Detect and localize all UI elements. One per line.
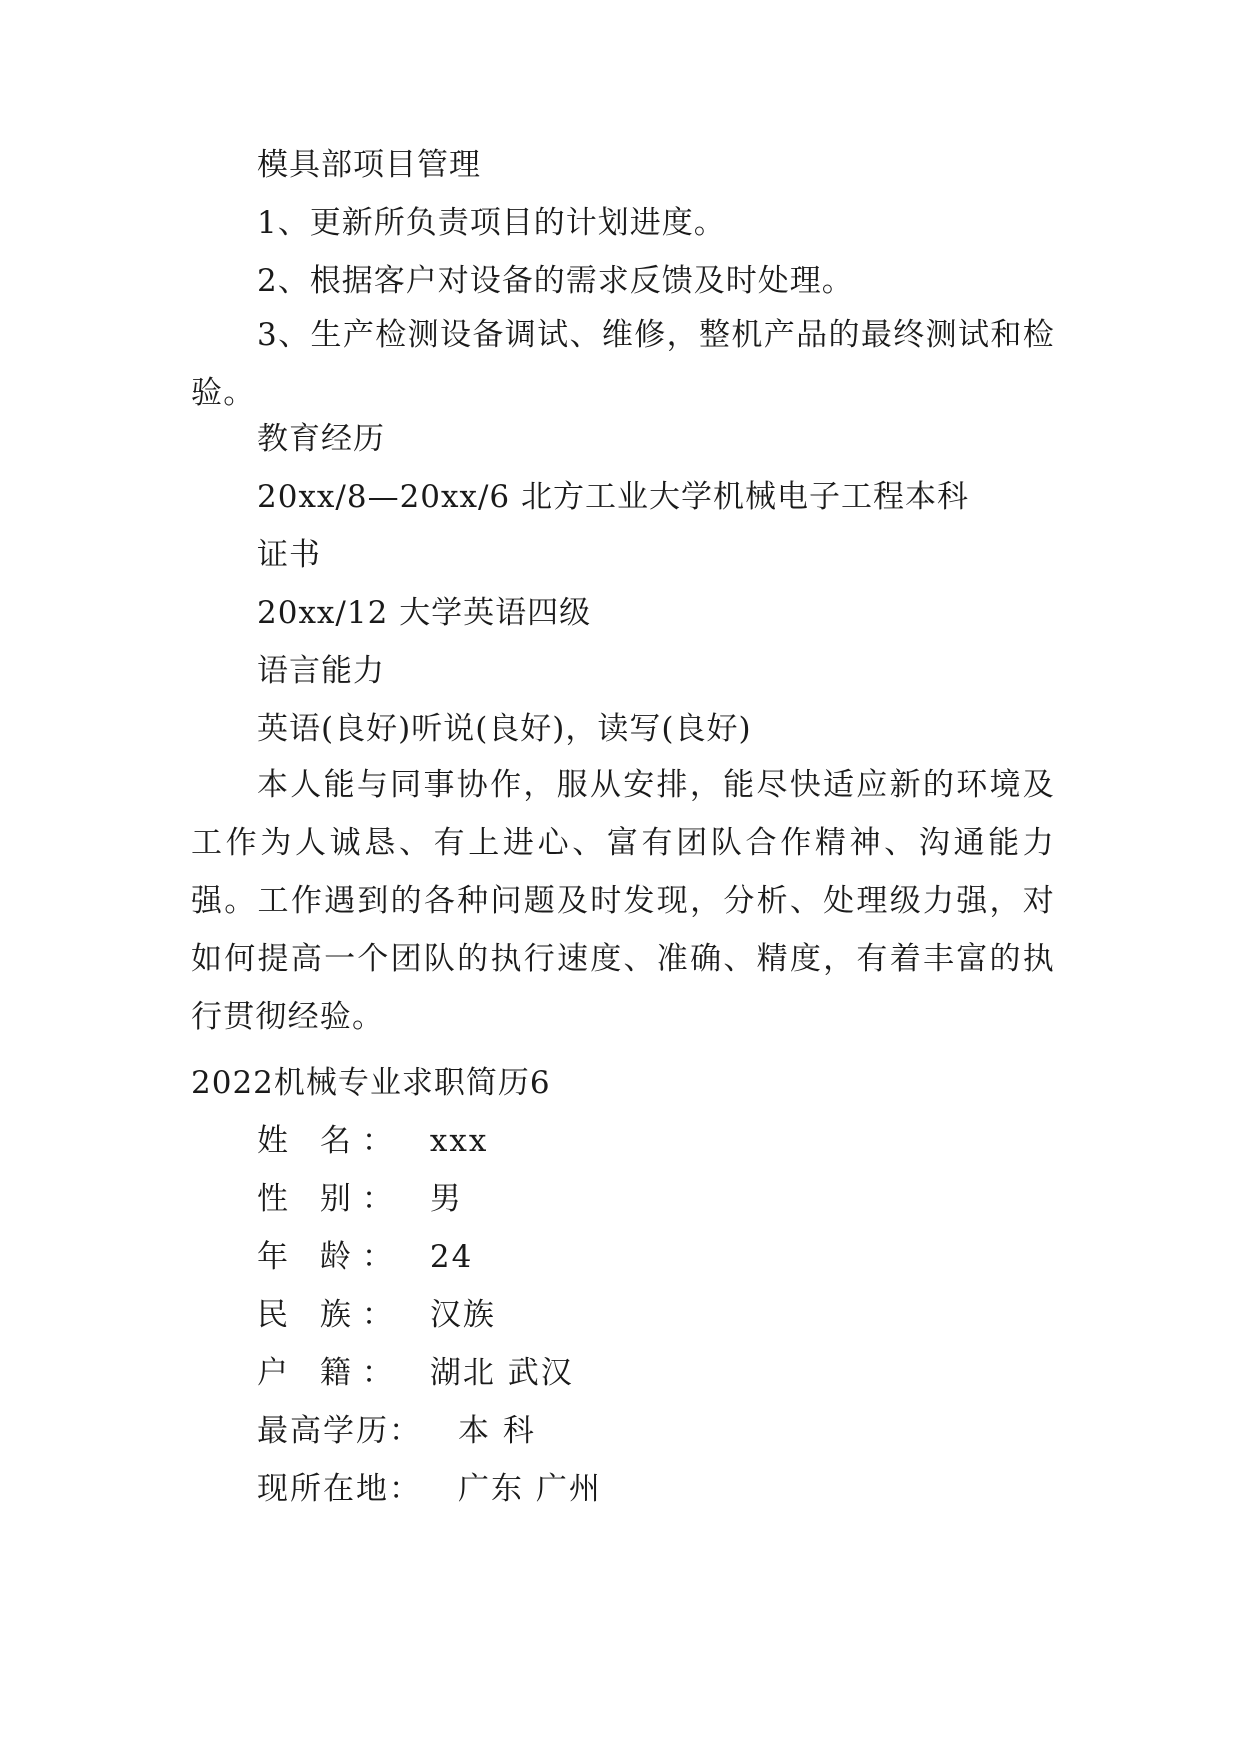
info-label: 性 别： (257, 1181, 404, 1217)
resume-title: 2022机械专业求职简历6 (191, 1065, 551, 1101)
info-value: 湖北 武汉 (429, 1355, 574, 1391)
info-value: 男 (429, 1181, 463, 1217)
language-entry: 英语(良好)听说(良好)，读写(良好) (257, 711, 752, 747)
education-heading: 教育经历 (257, 421, 385, 457)
self-evaluation-paragraph: 本人能与同事协作，服从安排，能尽快适应新的环境及工作为人诚恳、有上进心、富有团队合作精神、沟通能力强。工作遇到的各种问题及时发现，分析、处理级力强，对如何提高一个团队的执行速度、准确、精度，有着丰富的执行贯彻经验。 (191, 767, 1055, 1035)
info-label: 户 籍： (257, 1355, 404, 1391)
info-value: 24 (429, 1239, 474, 1275)
info-row-age (257, 1228, 1137, 1286)
certificate-heading: 证书 (257, 537, 321, 573)
info-label: 姓 名： (257, 1123, 404, 1159)
info-label: 最高学历： (257, 1413, 422, 1449)
info-value: xxx (429, 1123, 489, 1159)
info-label: 现所在地： (257, 1471, 422, 1507)
project-item-3: 3、生产检测设备调试、维修，整机产品的最终测试和检验。 (191, 317, 1055, 411)
info-row-hometown (257, 1344, 1137, 1402)
project-section-heading: 模具部项目管理 (257, 147, 481, 183)
info-row-gender (257, 1170, 1137, 1228)
info-label: 年 龄： (257, 1239, 404, 1275)
info-value: 汉族 (429, 1297, 496, 1333)
info-row-ethnicity (257, 1286, 1137, 1344)
info-row-name (257, 1112, 1137, 1170)
info-value: 本 科 (458, 1413, 536, 1449)
info-row-location (257, 1460, 1137, 1518)
education-entry: 20xx/8—20xx/6 北方工业大学机械电子工程本科 (257, 479, 970, 515)
info-label: 民 族： (257, 1297, 404, 1333)
info-row-education (257, 1402, 1137, 1460)
certificate-entry: 20xx/12 大学英语四级 (257, 595, 592, 631)
project-item-1: 1、更新所负责项目的计划进度。 (257, 205, 726, 241)
info-value: 广东 广州 (458, 1471, 602, 1507)
project-item-2: 2、根据客户对设备的需求反馈及时处理。 (257, 263, 854, 299)
language-heading: 语言能力 (257, 653, 385, 689)
